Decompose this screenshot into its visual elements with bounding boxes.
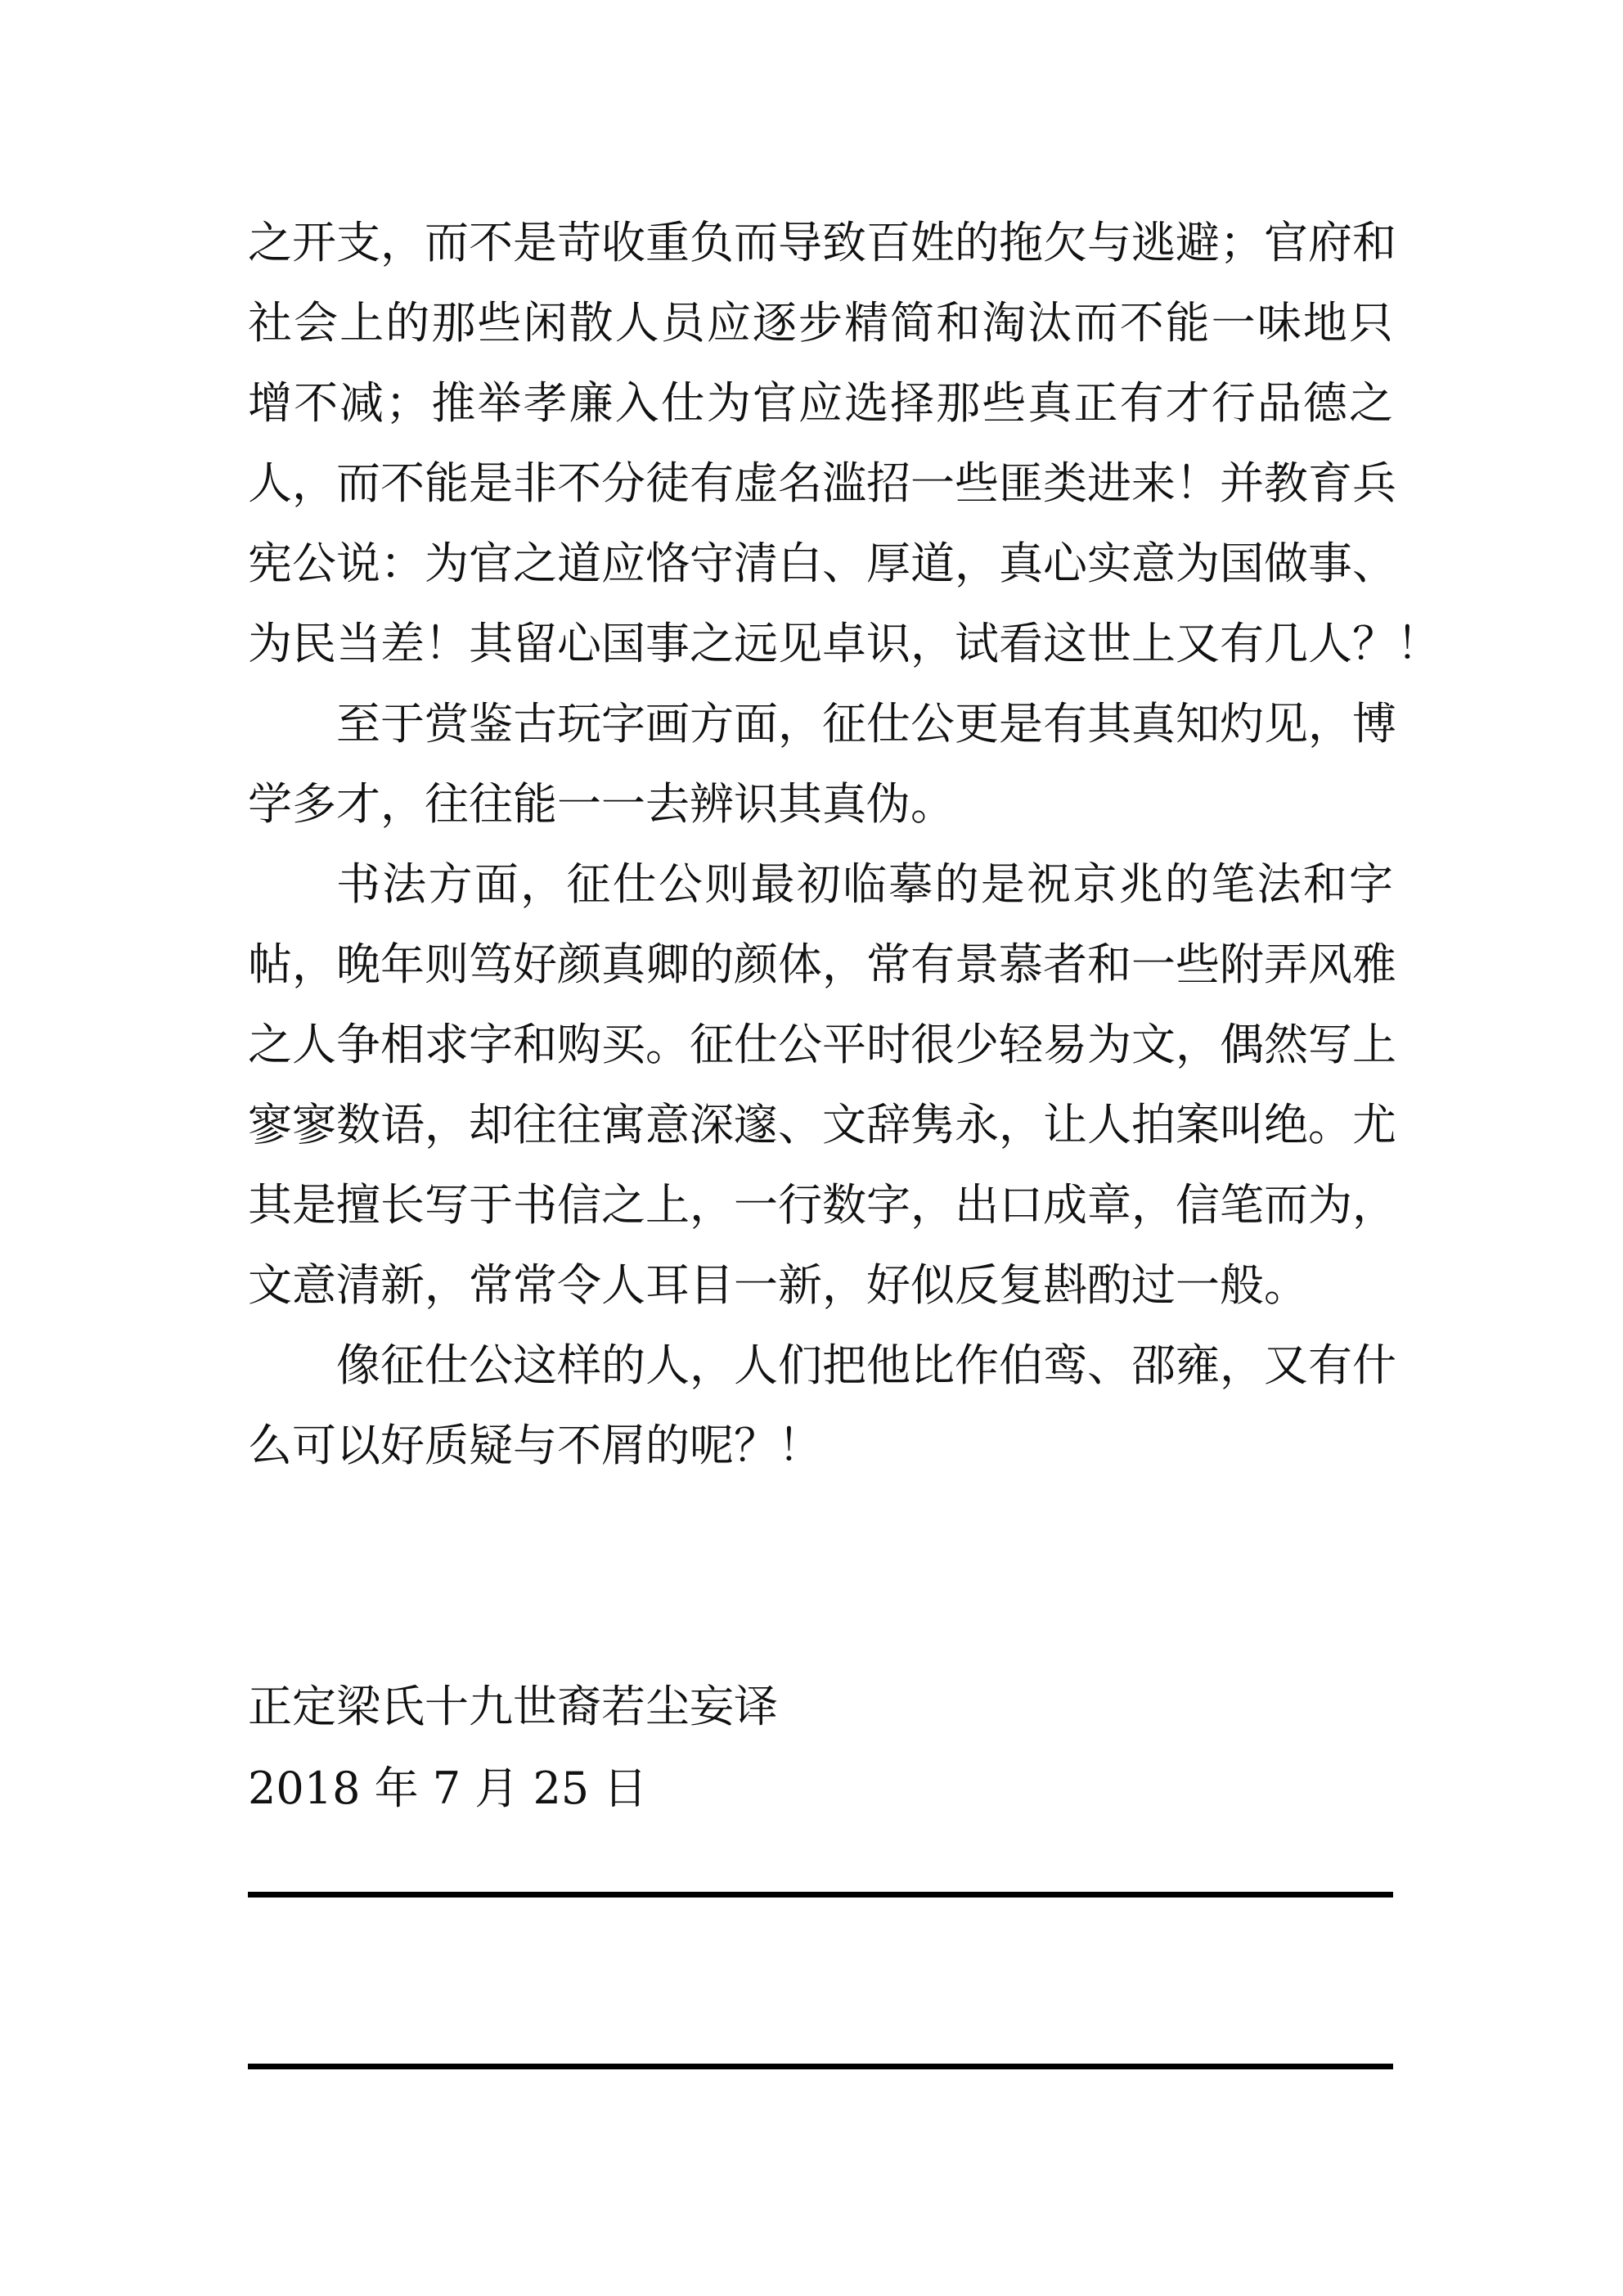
paragraph-1 [248, 203, 1441, 684]
text-line: 增不减；推举孝廉入仕为官应选择那些真正有才行品德之 [248, 377, 1393, 429]
text-line: 为民当差！其留心国事之远见卓识，试看这世上又有几人？！ [248, 618, 1441, 669]
text-line: 之开支，而不是苛收重负而导致百姓的拖欠与逃避；官府和 [248, 217, 1396, 268]
text-line: 至于赏鉴古玩字画方面，征仕公更是有其真知灼见，博 [336, 698, 1396, 750]
text-line: 学多才，往往能一一去辨识其真伪。 [248, 778, 955, 830]
text-line: 之人争相求字和购买。征仕公平时很少轻易为文，偶然写上 [248, 1019, 1396, 1070]
text-line: 像征仕公这样的人，人们把他比作伯鸾、邵雍，又有什 [336, 1339, 1396, 1391]
text-line: 帖，晚年则笃好颜真卿的颜体，常有景慕者和一些附弄风雅 [248, 939, 1396, 990]
text-line: 社会上的那些闲散人员应逐步精简和淘汰而不能一味地只 [248, 297, 1393, 349]
paragraph-4 [248, 1326, 1396, 1486]
text-line: 书法方面，征仕公则最初临摹的是祝京兆的笔法和字 [336, 858, 1393, 910]
horizontal-rule [248, 2064, 1393, 2069]
translation-date: 2018 年 7 月 25 日 [248, 1763, 648, 1814]
text-line: 宪公说：为官之道应恪守清白、厚道，真心实意为国做事、 [248, 538, 1396, 589]
text-line: 其是擅长写于书信之上，一行数字，出口成章，信笔而为， [248, 1179, 1396, 1231]
translator-credit: 正定梁氏十九世裔若尘妄译 [248, 1681, 778, 1732]
signature-block [248, 1666, 778, 1830]
text-line: 么可以好质疑与不屑的呢？！ [248, 1420, 822, 1471]
paragraph-2 [248, 684, 1396, 844]
body-text [248, 203, 1441, 1486]
text-line: 人，而不能是非不分徒有虚名滥招一些匪类进来！并教育兵 [248, 457, 1396, 509]
paragraph-3 [248, 844, 1396, 1326]
text-line: 文意清新，常常令人耳目一新，好似反复斟酌过一般。 [248, 1259, 1308, 1311]
horizontal-rule [248, 1892, 1393, 1898]
text-line: 寥寥数语，却往往寓意深邃、文辞隽永，让人拍案叫绝。尤 [248, 1099, 1396, 1150]
